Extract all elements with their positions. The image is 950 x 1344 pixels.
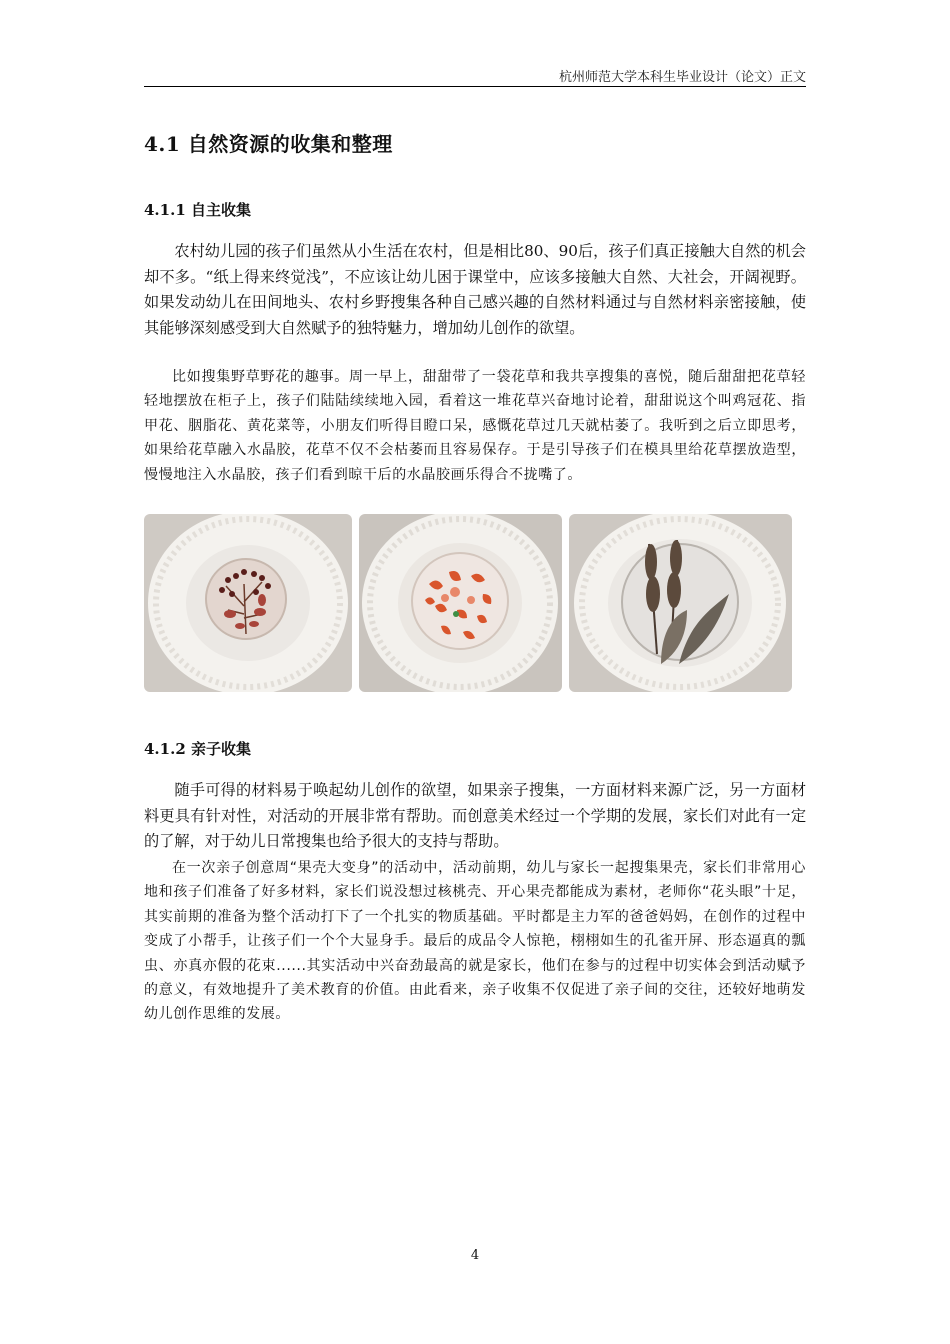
page-number: 4: [470, 1248, 480, 1263]
paragraph-parent-child-intro: 随手可得的材料易于唤起幼儿创作的欲望，如果亲子搜集，一方面材料来源广泛，另一方面材料更具有针对性，对活动的开展非常有帮助。而创意美术经过一个学期的发展，家长们对此有一定的了解，对于幼儿日常搜集也给予很大的支持与帮助。: [144, 781, 806, 851]
paragraph-self-collection-intro: 农村幼儿园的孩子们虽然从小生活在农村，但是相比80、90后，孩子们真正接触大自然的机会却不多。“纸上得来终觉浅”，不应该让幼儿困于课堂中，应该多接触大自然、大社会，开阔视野。如果发动幼儿在田间地头、农村乡野搜集各种自己感兴趣的自然材料通过与自然材料亲密接触，使其能够深刻感受到大自然赋予的独特魅力，增加幼儿创作的欲望。: [144, 242, 806, 337]
photo-resin-petals: [359, 514, 562, 692]
photo-resin-berries: [144, 514, 352, 692]
subsection-heading-parent-child-collection: 4.1.2 亲子收集: [144, 740, 251, 758]
header-rule: [144, 86, 806, 87]
paragraph-wildflower-story: 比如搜集野草野花的趣事。周一早上，甜甜带了一袋花草和我共享搜集的喜悦，随后甜甜把花草轻轻地摆放在柜子上，孩子们陆陆续续地入园，看着这一堆花草兴奋地讨论着，甜甜说这个叫鸡冠花、指甲花、胭脂花、黄花菜等，小朋友们听得目瞪口呆，感慨花草过几天就枯萎了。我听到之后立即思考，如果给花草融入水晶胶，花草不仅不会枯萎而且容易保存。于是引导孩子们在模具里给花草摆放造型，慢慢地注入水晶胶，孩子们看到晾干后的水晶胶画乐得合不拢嘴了。: [144, 369, 806, 483]
running-header: 杭州师范大学本科生毕业设计（论文）正文: [558, 70, 806, 85]
section-heading: 4.1 自然资源的收集和整理: [144, 132, 393, 156]
photo-resin-leaves: [569, 514, 792, 692]
subsection-heading-self-collection: 4.1.1 自主收集: [144, 201, 251, 219]
paragraph-nutshell-activity: 在一次亲子创意周“果壳大变身”的活动中，活动前期，幼儿与家长一起搜集果壳，家长们非常用心地和孩子们准备了好多材料，家长们说没想过核桃壳、开心果壳都能成为素材，老师你“花头眼”十足，其实前期的准备为整个活动打下了一个扎实的物质基础。平时都是主力军的爸爸妈妈，在创作的过程中变成了小帮手，让孩子们一个个大显身手。最后的成品令人惊艳，栩栩如生的孔雀开屏、形态逼真的瓢虫、亦真亦假的花束......其实活动中兴奋劲最高的就是家长，他们在参与的过程中切实体会到活动赋予的意义，有效地提升了美术教育的价值。由此看来，亲子收集不仅促进了亲子间的交往，还较好地萌发幼儿创作思维的发展。: [144, 860, 806, 1023]
